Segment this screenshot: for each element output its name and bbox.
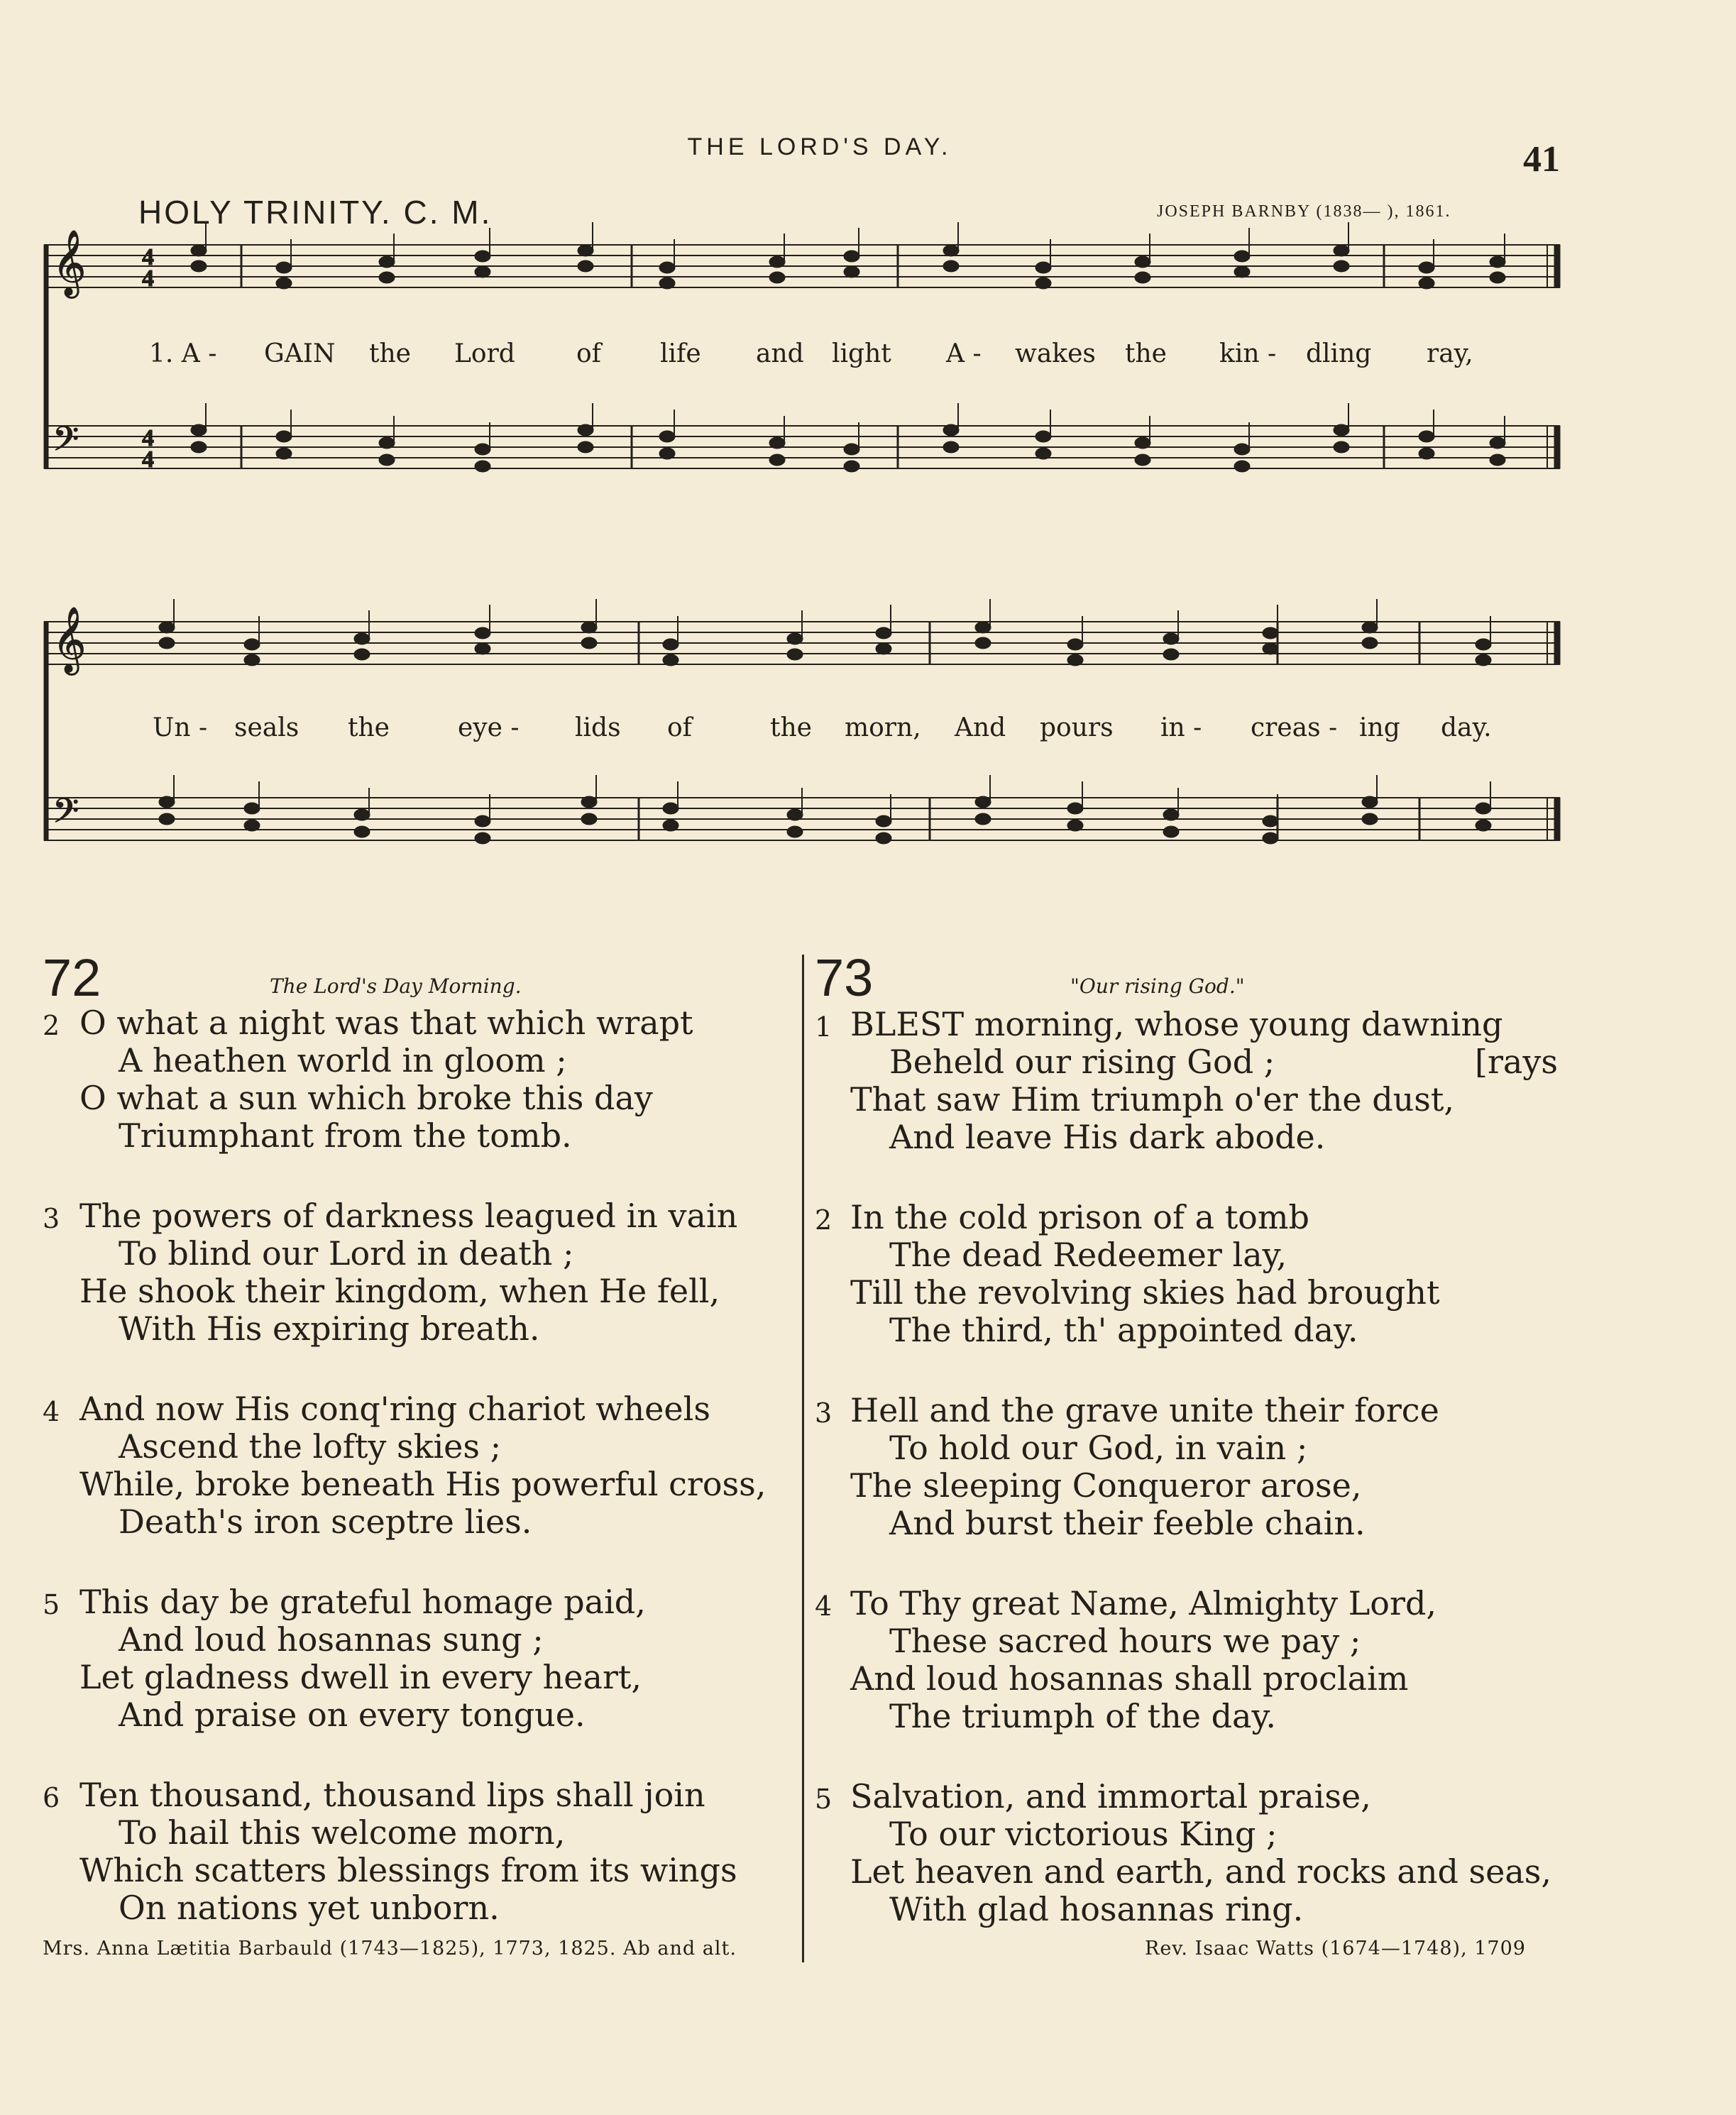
stanza-line: Hell and the grave unite their force [850, 1391, 1439, 1429]
stanza-line: And praise on every tongue. [119, 1696, 586, 1734]
note-head [844, 444, 859, 455]
note-head [663, 639, 679, 650]
lyric-syllable: seals [234, 713, 300, 742]
note-head [379, 454, 395, 466]
stanza-line: And now His conq'ring chariot wheels [79, 1390, 710, 1428]
note-head [876, 815, 891, 827]
note-head [663, 803, 679, 814]
note-head [379, 256, 395, 268]
note-head [1362, 622, 1378, 633]
running-title: THE LORD'S DAY. [687, 133, 952, 160]
note-head [578, 441, 593, 453]
note-head [354, 633, 370, 644]
note-head [581, 813, 597, 825]
time-signature: 4 [142, 265, 154, 292]
note-head [1163, 649, 1179, 660]
note-head [1035, 448, 1051, 459]
note-head [1419, 431, 1434, 442]
stanza-line: Till the revolving skies had brought [850, 1273, 1440, 1312]
lyric-syllable: life [660, 339, 701, 368]
note-head [659, 262, 675, 273]
lyric-syllable: the [369, 339, 411, 368]
note-head [581, 637, 597, 649]
note-head [1234, 251, 1250, 262]
stanza-line: To blind our Lord in death ; [119, 1234, 574, 1273]
lyric-syllable: light [832, 339, 891, 368]
note-head [1490, 256, 1505, 268]
note-head [769, 454, 785, 466]
note-head [975, 796, 991, 808]
time-signature: 4 [142, 425, 154, 451]
note-head [475, 444, 490, 455]
note-head [876, 833, 891, 844]
stanza-number: 2 [815, 1204, 833, 1236]
stanza-line: He shook their kingdom, when He fell, [79, 1272, 720, 1310]
note-head [663, 820, 679, 831]
final-barline [1554, 426, 1560, 468]
note-head [1067, 803, 1083, 814]
note-head [1234, 461, 1250, 472]
treble-clef: 𝄞 [53, 229, 87, 295]
note-head [191, 441, 207, 453]
lyric-syllable: of [667, 713, 692, 742]
stanza-number: 3 [43, 1203, 60, 1234]
note-head [1334, 245, 1349, 256]
note-head [787, 649, 803, 660]
stanza-line: While, broke beneath His powerful cross, [79, 1465, 767, 1503]
stanza-line: To hail this welcome morn, [119, 1813, 566, 1852]
final-barline [1554, 622, 1560, 664]
note-head [1067, 654, 1083, 666]
lyric-syllable: morn, [845, 713, 921, 742]
stanza-number: 3 [815, 1397, 833, 1429]
note-head [1263, 833, 1278, 844]
stanza-line: With glad hosannas ring. [889, 1890, 1304, 1928]
note-head [379, 437, 395, 449]
note-head [578, 245, 593, 256]
stanza-line: Beheld our rising God ; [889, 1043, 1275, 1081]
note-head [475, 266, 490, 278]
column-divider [802, 955, 804, 1962]
composer-credit: JOSEPH BARNBY (1838— ), 1861. [1157, 202, 1451, 221]
lyric-syllable: wakes [1015, 339, 1096, 368]
note-head [475, 251, 490, 262]
note-head [475, 643, 490, 654]
stanza-line: Ten thousand, thousand lips shall join [79, 1776, 705, 1814]
lyric-syllable: the [1125, 339, 1167, 368]
note-head [787, 809, 803, 820]
note-head [1362, 813, 1378, 825]
note-head [191, 260, 207, 272]
lyric-syllable: the [348, 713, 390, 742]
note-head [943, 245, 959, 256]
note-head [1135, 437, 1150, 449]
stanza-line: The third, th' appointed day. [889, 1311, 1358, 1349]
page-number: 41 [1523, 139, 1560, 180]
stanza-line: O what a night was that which wrapt [79, 1004, 693, 1042]
note-head [191, 245, 207, 256]
note-head [1476, 654, 1491, 666]
lyric-syllable: in - [1160, 713, 1202, 742]
note-head [1035, 262, 1051, 273]
note-head [975, 622, 991, 633]
note-head [1035, 431, 1051, 442]
note-head [876, 627, 891, 639]
note-head [1263, 815, 1278, 827]
note-head [1476, 820, 1491, 831]
hymn-credit: Rev. Isaac Watts (1674—1748), 1709 [1145, 1938, 1526, 1960]
stanza-line: The sleeping Conqueror arose, [850, 1466, 1362, 1505]
lyric-syllable: and [756, 339, 804, 368]
note-head [844, 266, 859, 278]
stanza-line: And loud hosannas sung ; [119, 1620, 544, 1659]
note-head [769, 437, 785, 449]
note-head [1334, 424, 1349, 436]
note-head [1490, 454, 1505, 466]
note-head [354, 649, 370, 660]
note-head [354, 809, 370, 820]
treble-clef: 𝄞 [53, 606, 87, 672]
note-head [1067, 820, 1083, 831]
note-head [1419, 278, 1434, 289]
note-head [191, 424, 207, 436]
note-head [1163, 809, 1179, 820]
stanza-line: To Thy great Name, Almighty Lord, [850, 1584, 1437, 1622]
lyric-syllable: ray, [1427, 339, 1473, 368]
lyric-syllable: lids [575, 713, 621, 742]
time-signature: 4 [142, 244, 154, 270]
note-head [1163, 826, 1179, 837]
lyric-line-1 [0, 339, 1736, 375]
note-head [844, 251, 859, 262]
note-head [1263, 627, 1278, 639]
lyric-syllable: Lord [454, 339, 515, 368]
stanza-line: The triumph of the day. [889, 1697, 1276, 1735]
lyric-syllable: And [955, 713, 1006, 742]
note-head [975, 637, 991, 649]
stanza-number: 5 [815, 1784, 833, 1815]
final-barline [1554, 245, 1560, 287]
note-head [1490, 272, 1505, 283]
stanza-line: Ascend the lofty skies ; [119, 1427, 502, 1466]
hymn-number: 73 [815, 948, 874, 1007]
stanza-line: This day be grateful homage paid, [79, 1583, 646, 1621]
note-head [1334, 260, 1349, 272]
stanza-line: To hold our God, in vain ; [889, 1429, 1308, 1467]
stanza-line: On nations yet unborn. [119, 1889, 500, 1927]
note-head [276, 278, 292, 289]
stanza-line: And burst their feeble chain. [889, 1504, 1366, 1542]
stanza-number: 2 [43, 1010, 60, 1041]
note-head [1163, 633, 1179, 644]
stanza-number: 6 [43, 1782, 60, 1813]
note-head [943, 424, 959, 436]
note-head [663, 654, 679, 666]
note-head [244, 639, 260, 650]
note-head [876, 643, 891, 654]
note-head [159, 637, 175, 649]
hymn-number: 72 [43, 948, 101, 1007]
note-head [244, 654, 260, 666]
note-head [475, 833, 490, 844]
note-head [1135, 272, 1150, 283]
stanza-number: 4 [43, 1396, 60, 1427]
stanza-number: 1 [815, 1011, 833, 1043]
note-head [244, 820, 260, 831]
stanza-line: To our victorious King ; [889, 1815, 1278, 1853]
note-head [475, 461, 490, 472]
note-head [1419, 262, 1434, 273]
note-head [1135, 454, 1150, 466]
stanza-line: That saw Him triumph o'er the dust, [850, 1080, 1454, 1119]
note-head [769, 272, 785, 283]
lyric-syllable: kin - [1219, 339, 1277, 368]
stanza-line: BLEST morning, whose young dawning [850, 1005, 1503, 1043]
lyric-syllable: of [576, 339, 601, 368]
note-head [943, 260, 959, 272]
lyric-syllable: 1. A - [149, 339, 217, 368]
stanza-line: O what a sun which broke this day [79, 1079, 653, 1117]
note-head [475, 815, 490, 827]
note-head [787, 633, 803, 644]
stanza-line: Which scatters blessings from its wings [79, 1851, 737, 1889]
stanza-line: Salvation, and immortal praise, [850, 1777, 1371, 1815]
note-head [276, 262, 292, 273]
stanza-line: The dead Redeemer lay, [889, 1236, 1287, 1274]
note-head [159, 622, 175, 633]
hymn-title: The Lord's Day Morning. [270, 974, 522, 998]
lyric-syllable: Un - [153, 713, 208, 742]
tune-name: HOLY TRINITY. C. M. [138, 194, 493, 231]
lyric-syllable: eye - [458, 713, 520, 742]
stanza-line: Triumphant from the tomb. [119, 1116, 572, 1155]
note-head [659, 278, 675, 289]
note-head [659, 431, 675, 442]
hymn-credit: Mrs. Anna Lætitia Barbauld (1743—1825), 1773, 1825. Ab and alt. [43, 1938, 737, 1960]
lyric-syllable: dling [1306, 339, 1372, 368]
stanza-line: Death's iron sceptre lies. [119, 1503, 532, 1541]
stanza-line: Let heaven and earth, and rocks and seas, [850, 1852, 1551, 1891]
note-head [578, 424, 593, 436]
lyric-syllable: creas - [1251, 713, 1338, 742]
stanza-line: These sacred hours we pay ; [889, 1622, 1361, 1660]
note-head [475, 627, 490, 639]
note-head [1334, 441, 1349, 453]
note-head [1476, 803, 1491, 814]
note-head [244, 803, 260, 814]
note-head [943, 441, 959, 453]
note-head [581, 796, 597, 808]
note-head [1362, 637, 1378, 649]
note-head [1263, 643, 1278, 654]
stanza-number: 5 [43, 1589, 60, 1620]
hymn-title: "Our rising God." [1070, 974, 1245, 998]
lyric-line-2 [0, 713, 1736, 749]
bass-clef: 𝄢 [53, 791, 79, 839]
stanza-line: The powers of darkness leagued in vain [79, 1197, 738, 1235]
lyric-syllable: ing [1359, 713, 1400, 742]
note-head [276, 448, 292, 459]
stanza-number: 4 [815, 1591, 833, 1622]
note-head [1419, 448, 1434, 459]
note-head [1135, 256, 1150, 268]
lyric-syllable: GAIN [264, 339, 336, 368]
music-score [0, 0, 1736, 894]
lyric-syllable: A - [946, 339, 982, 368]
note-head [769, 256, 785, 268]
stanza-line: With His expiring breath. [119, 1309, 540, 1348]
lyric-syllable: pours [1040, 713, 1114, 742]
note-head [659, 448, 675, 459]
note-head [844, 461, 859, 472]
note-head [1476, 639, 1491, 650]
note-head [159, 796, 175, 808]
stanza-line: And leave His dark abode. [889, 1118, 1326, 1156]
note-head [578, 260, 593, 272]
note-head [276, 431, 292, 442]
final-barline [1554, 798, 1560, 840]
note-head [1490, 437, 1505, 449]
note-head [1234, 444, 1250, 455]
note-head [581, 622, 597, 633]
note-head [1035, 278, 1051, 289]
note-head [787, 826, 803, 837]
stanza-line: Let gladness dwell in every heart, [79, 1658, 642, 1696]
note-head [1234, 266, 1250, 278]
note-head [379, 272, 395, 283]
stanza-line-overflow: [rays [1475, 1043, 1558, 1081]
time-signature: 4 [142, 446, 154, 473]
lyric-syllable: the [770, 713, 812, 742]
stanza-line: And loud hosannas shall proclaim [850, 1659, 1409, 1698]
note-head [1067, 639, 1083, 650]
note-head [354, 826, 370, 837]
stanza-line: In the cold prison of a tomb [850, 1198, 1309, 1236]
note-head [1362, 796, 1378, 808]
lyric-syllable: day. [1441, 713, 1492, 742]
stanza-line: A heathen world in gloom ; [119, 1041, 567, 1080]
note-head [159, 813, 175, 825]
note-head [975, 813, 991, 825]
bass-clef: 𝄢 [53, 419, 79, 467]
